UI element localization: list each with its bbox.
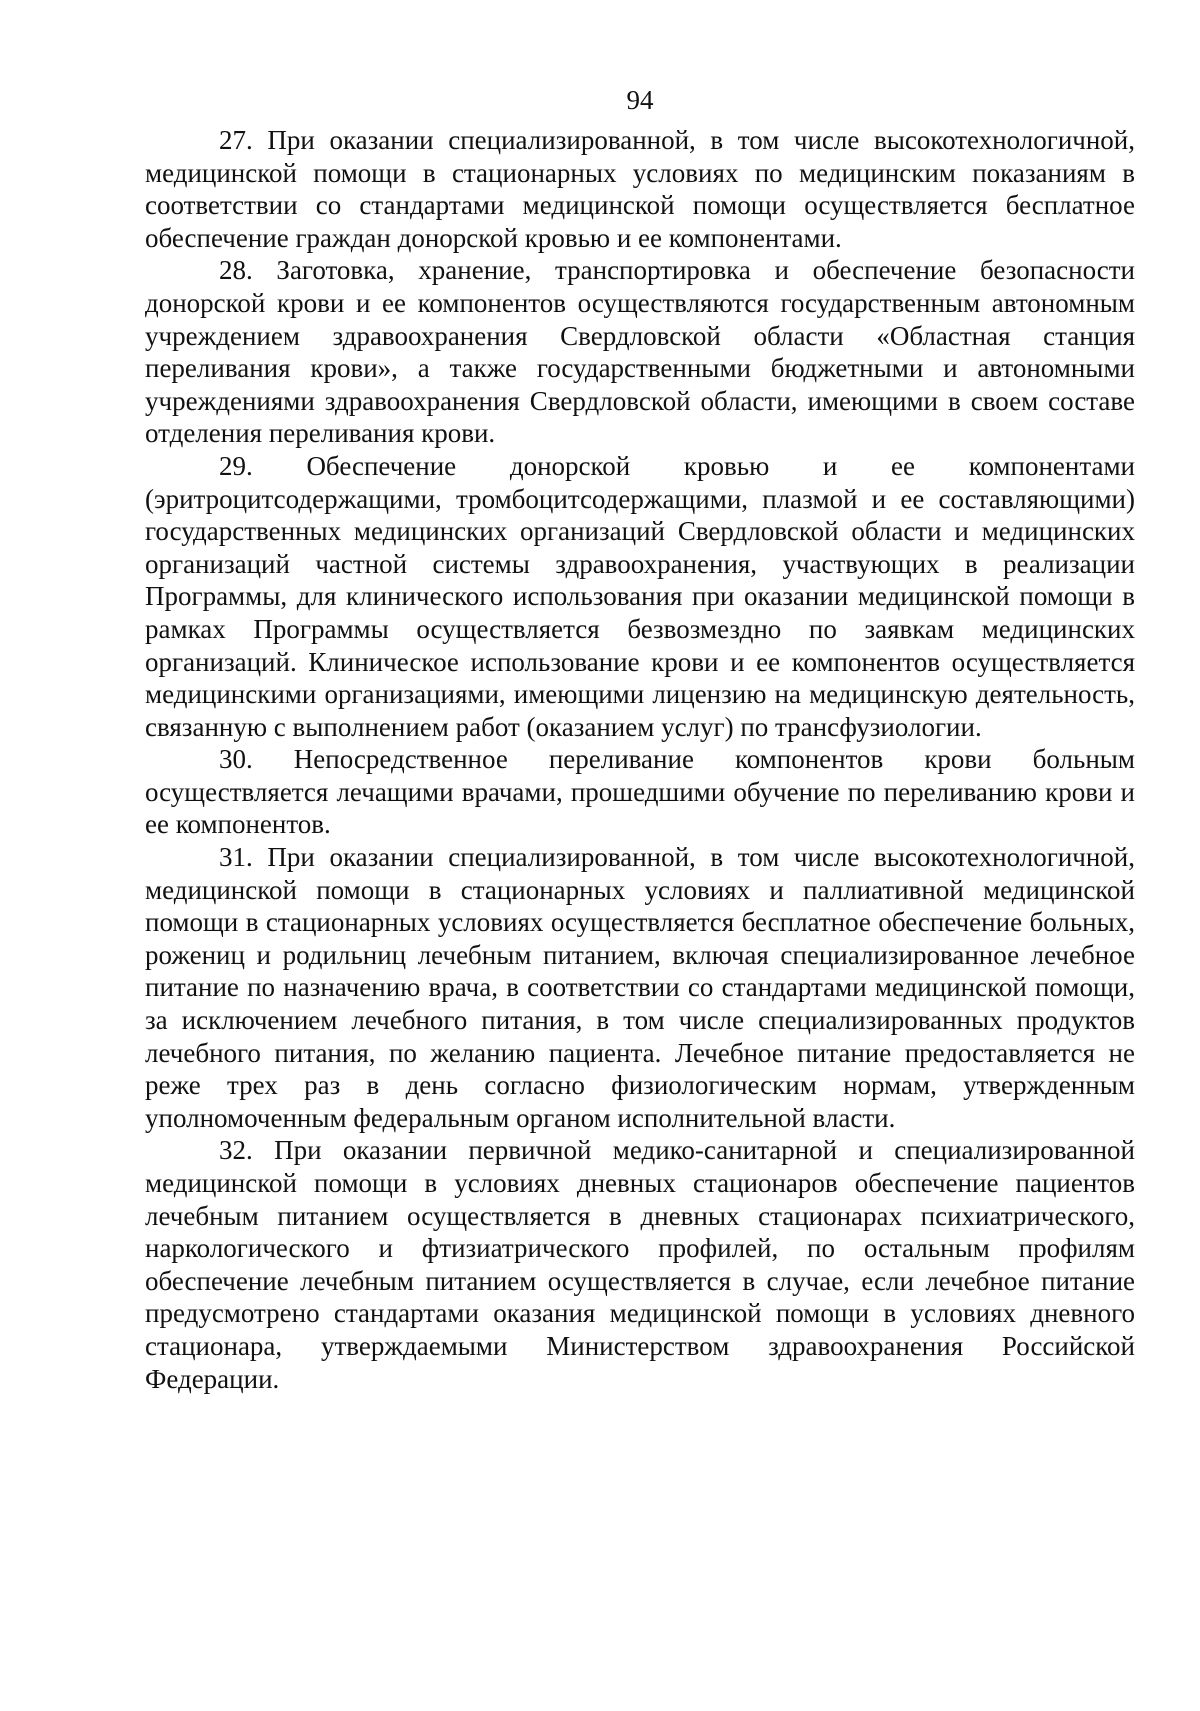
- paragraph-number: 27.: [219, 125, 253, 155]
- paragraph-27: [145, 124, 1135, 254]
- paragraph-28: [145, 254, 1135, 450]
- paragraph-text: Непосредственное переливание компонентов крови больным осуществляется лечащими врачами, прошедшими обучение по переливанию крови и ее компонентов.: [145, 744, 1136, 840]
- paragraph-text: При оказании первичной медико-санитарной и специализированной медицинской помощи в условиях дневных стационаров обеспечение пациентов лечебным питанием осуществляется в дневных стационарах психиатрического, наркологического и фтизиатрического профилей, по остальным профилям обеспечение лечебным питанием осуществляется в случае, если лечебное питание предусмотрено стандартами оказания медицинской помощи в условиях дневного стационара, утверждаемыми Министерством здравоохранения Российской Федерации.: [145, 1135, 1136, 1394]
- page-number: 94: [626, 85, 654, 115]
- paragraph-31: [145, 841, 1135, 1134]
- paragraph-text: Заготовка, хранение, транспортировка и обеспечение безопасности донорской крови и ее компонентов осуществляются государственным автономным учреждением здравоохранения Свердловской области «Областная станция переливания крови», а также государственными бюджетными и автономными учреждениями здравоохранения Свердловской области, имеющими в своем составе отделения переливания крови.: [145, 255, 1135, 449]
- paragraph-text: При оказании специализированной, в том числе высокотехнологичной, медицинской помощи в стационарных условиях по медицинским показаниям в соответствии со стандартами медицинской помощи осуществляется бесплатное обеспечение граждан донорской кровью и ее компонентами.: [145, 125, 1135, 253]
- paragraph-text: При оказании специализированной, в том числе высокотехнологичной, медицинской помощи в стационарных условиях и паллиативной медицинской помощи в стационарных условиях осуществляется бесплатное обеспечение больных, рожениц и родильниц лечебным питанием, включая специализированное лечебное питание по назначению врача, в соответствии со стандартами медицинской помощи, за исключением лечебного питания, в том числе специализированных продуктов лечебного питания, по желанию пациента. Лечебное питание предоставляется не реже трех раз в день согласно физиологическим нормам, утвержденным уполномоченным федеральным органом исполнительной власти.: [145, 842, 1135, 1133]
- paragraph-text: Обеспечение донорской кровью и ее компонентами (эритроцитсодержащими, тромбоцитсодержащими, плазмой и ее составляющими) государственных медицинских организаций Свердловской области и медицинских организаций частной системы здравоохранения, участвующих в реализации Программы, для клинического использования при оказании медицинской помощи в рамках Программы осуществляется безвозмездно по заявкам медицинских организаций. Клиническое использование крови и ее компонентов осуществляется медицинскими организациями, имеющими лицензию на медицинскую деятельность, связанную с выполнением работ (оказанием услуг) по трансфузиологии.: [145, 450, 1135, 742]
- paragraph-number: 29.: [219, 450, 253, 481]
- paragraph-30: [145, 743, 1135, 841]
- paragraph-number: 31.: [219, 842, 253, 873]
- paragraph-number: 28.: [219, 255, 253, 286]
- paragraph-number: 30.: [219, 744, 253, 775]
- document-page: [145, 84, 1135, 1395]
- paragraph-32: [145, 1134, 1135, 1395]
- paragraph-29: [145, 450, 1135, 743]
- paragraph-number: 32.: [219, 1135, 253, 1166]
